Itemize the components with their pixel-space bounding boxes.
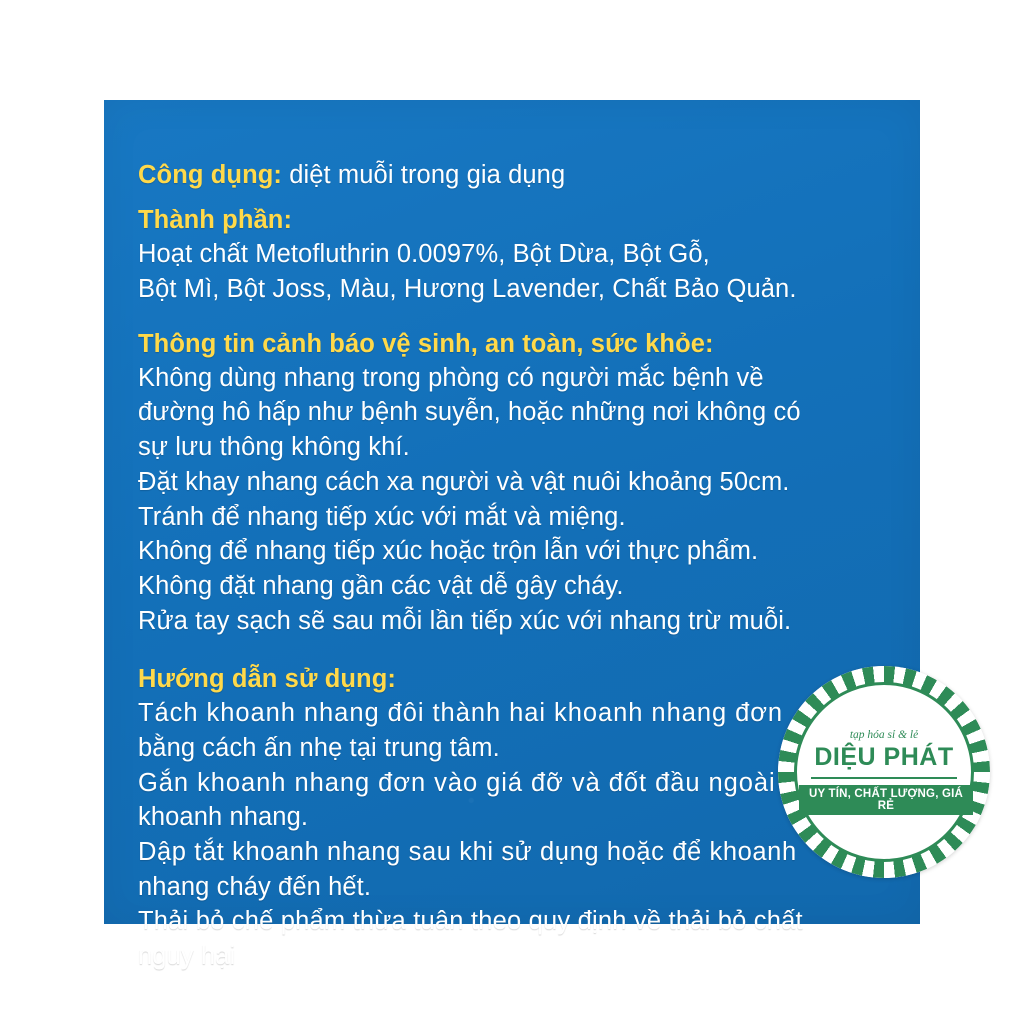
stamp-tagline-bottom: UY TÍN, CHẤT LƯỢNG, GIÁ RẺ [799,785,973,815]
warnings-line-3: sự lưu thông không khí. [138,433,410,462]
usage-heading: Công dụng: [138,161,283,189]
warnings-line-6: Không để nhang tiếp xúc hoặc trộn lẫn với thực phẩm. [138,537,759,566]
warnings-line-1: Không dùng nhang trong phòng có người mắc bệnh về [138,363,764,392]
stamp-divider [811,777,957,779]
warnings-line-7: Không đặt nhang gần các vật dễ gây cháy. [138,571,624,600]
spacer-3 [138,640,896,662]
spacer-2 [138,309,896,327]
instructions-line-2: bằng cách ấn nhẹ tại trung tâm. [138,734,500,763]
warnings-line-5: Tránh để nhang tiếp xúc với mắt và miệng. [138,502,626,531]
warnings-line-2: đường hô hấp như bệnh suyễn, hoặc những nơi không có [138,398,801,427]
ingredients-line-1: Hoạt chất Metofluthrin 0.0097%, Bột Dừa, Bột Gỗ, [138,240,710,269]
ingredients-section [138,203,896,307]
instructions-line-5: Dập tắt khoanh nhang sau khi sử dụng hoặc để khoanh [138,838,797,867]
ingredients-line-2: Bột Mì, Bột Joss, Màu, Hương Lavender, Chất Bảo Quản. [138,274,797,303]
instructions-line-7: Thải bỏ chế phẩm thừa tuân theo quy định về thải bỏ chất [138,907,803,936]
warnings-heading: Thông tin cảnh báo vệ sinh, an toàn, sức khỏe: [138,329,714,358]
instructions-line-1: Tách khoanh nhang đôi thành hai khoanh nhang đơn [138,699,784,728]
seller-watermark-stamp [778,666,990,878]
stamp-brand-name: DIỆU PHÁT [814,743,954,772]
usage-line [138,158,896,192]
instructions-line-4: khoanh nhang. [138,803,309,832]
spacer-1 [138,194,896,203]
instructions-heading: Hướng dẫn sử dụng: [138,665,396,694]
warnings-section [138,327,896,639]
usage-value: diệt muỗi trong gia dụng [289,161,566,189]
ingredients-heading: Thành phần: [138,206,293,235]
instructions-line-6: nhang cháy đến hết. [138,872,372,901]
warnings-line-8: Rửa tay sạch sẽ sau mỗi lần tiếp xúc với nhang trừ muỗi. [138,606,792,635]
instructions-line-3: Gắn khoanh nhang đơn vào giá đỡ và đốt đầu ngoài [138,768,776,797]
stamp-content [799,729,969,815]
instructions-line-8: nguy hại [138,942,236,971]
usage-section [138,158,896,192]
warnings-line-4: Đặt khay nhang cách xa người và vật nuôi khoảng 50cm. [138,467,790,496]
stamp-tagline-top: tạp hóa sỉ & lẻ [849,729,919,742]
